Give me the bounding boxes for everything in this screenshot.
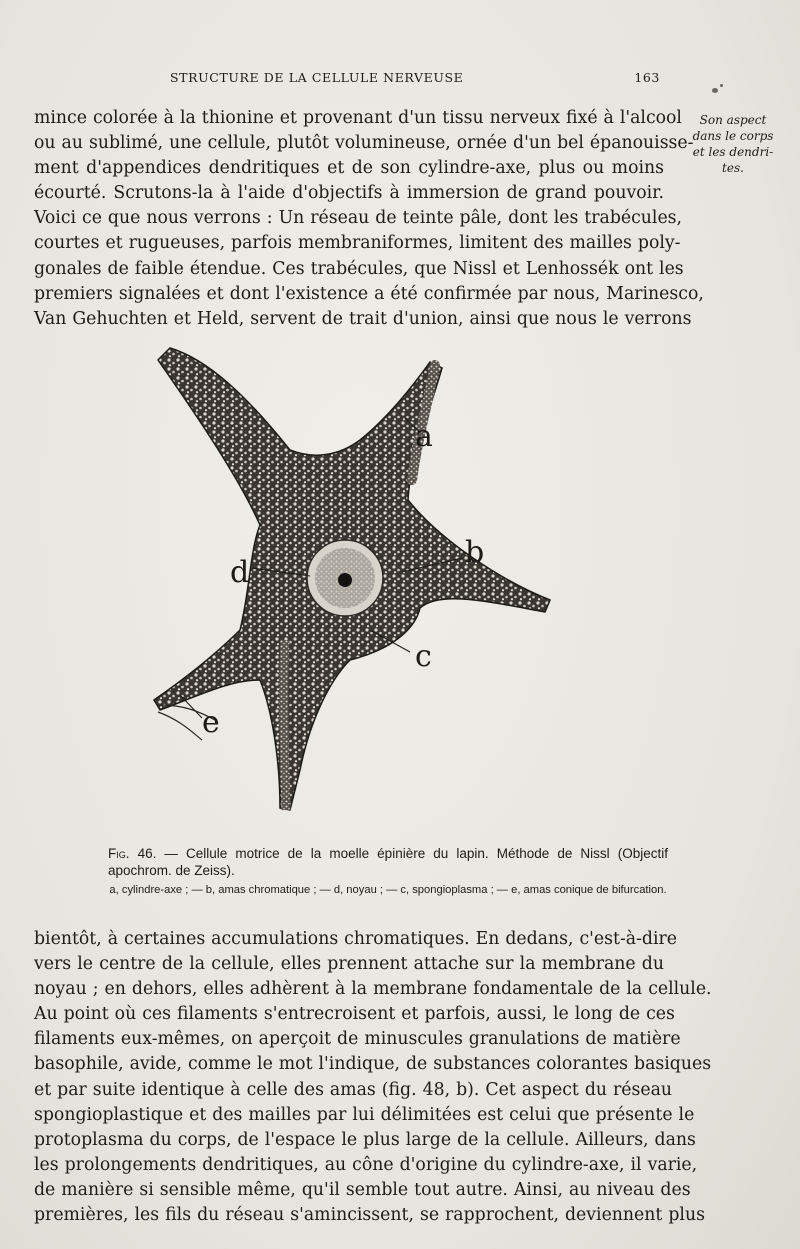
text-line: ment d'appendices dendritiques et de son cylindre-axe, plus ou moins xyxy=(34,158,664,179)
text-line: basophile, avide, comme le mot l'indique, de substances colorantes basiques xyxy=(34,1054,712,1075)
text-line: noyau ; en dehors, elles adhèrent à la membrane fondamentale de la cellule. xyxy=(34,979,712,1000)
caption-title xyxy=(108,845,668,879)
text-line: de manière si sensible même, qu'il semble tout autre. Ainsi, au niveau des xyxy=(34,1179,691,1200)
text-line: gonales de faible étendue. Ces trabécules, que Nissl et Lenhossék ont les xyxy=(34,258,684,279)
text-line: vers le centre de la cellule, elles prennent attache sur la membrane du xyxy=(34,954,664,975)
text-line: protoplasma du corps, de l'espace le plus large de la cellule. Ailleurs, dans xyxy=(34,1129,696,1150)
caption-text: — Cellule motrice de la moelle épinière du lapin. Méthode de Nissl (Objectif apochrom. de Zeiss). xyxy=(108,846,669,878)
marginal-line: Son aspect xyxy=(699,113,767,127)
marginal-line: dans le corps xyxy=(692,129,774,143)
marginal-note xyxy=(678,112,788,176)
figure-nerve-cell xyxy=(140,340,580,830)
text-line: bientôt, à certaines accumulations chromatiques. En dedans, c'est-à-dire xyxy=(34,929,677,949)
text-line: premières, les fils du réseau s'amincissent, se rapprochent, deviennent plus xyxy=(34,1205,705,1226)
text-line: Van Gehuchten et Held, servent de trait d'union, ainsi que nous le verrons xyxy=(34,308,692,329)
paper-speck xyxy=(720,84,723,87)
text-line: Au point où ces filaments s'entrecroisent et parfois, aussi, le long de ces xyxy=(34,1004,675,1025)
nucleolus xyxy=(338,573,352,587)
text-line: filaments eux-mêmes, on aperçoit de minuscules granulations de matière xyxy=(34,1029,681,1050)
label-e: e xyxy=(202,705,220,740)
text-line: les prolongements dendritiques, au cône d'origine du cylindre-axe, il varie, xyxy=(34,1154,698,1175)
text-line: premiers signalées et dont l'existence a été confirmée par nous, Marinesco, xyxy=(34,283,704,304)
label-a: a xyxy=(415,419,433,454)
text-line: spongioplastique et des mailles par lui délimitées est celui que présente le xyxy=(34,1104,695,1125)
text-line: Voici ce que nous verrons : Un réseau de teinte pâle, dont les trabécules, xyxy=(34,208,683,229)
text-line: ou au sublimé, une cellule, plutôt volumineuse, ornée d'un bel épanouisse- xyxy=(34,133,694,154)
body-text-bottom xyxy=(34,927,712,1228)
marginal-line: et les dendri- xyxy=(692,145,774,159)
nucleus xyxy=(307,540,383,616)
marginal-line: tes. xyxy=(722,161,744,175)
page-number: 163 xyxy=(634,70,660,85)
label-d: d xyxy=(230,555,250,590)
caption-prefix: Fig. 46. xyxy=(108,846,157,861)
nerve-cell-illustration xyxy=(140,340,580,830)
figure-legend: a, cylindre-axe ; — b, amas chromatique ; — d, noyau ; — c, spongioplasma ; — e, amas conique de bifurcation. xyxy=(109,884,667,896)
text-line: écourté. Scrutons-la à l'aide d'objectifs à immersion de grand pouvoir. xyxy=(34,183,664,204)
text-line: courtes et rugueuses, parfois membraniformes, limitent des mailles poly- xyxy=(34,233,681,254)
text-line: mince colorée à la thionine et provenant d'un tissu nerveux fixé à l'alcool xyxy=(34,108,682,128)
label-c: c xyxy=(415,639,432,674)
chapter-title: STRUCTURE DE LA CELLULE NERVEUSE xyxy=(170,70,464,85)
figure-caption xyxy=(108,845,668,897)
label-b: b xyxy=(465,535,485,570)
text-line: et par suite identique à celle des amas (fig. 48, b). Cet aspect du réseau xyxy=(34,1079,673,1100)
body-text-top xyxy=(34,106,704,332)
paper-speck xyxy=(712,88,718,93)
